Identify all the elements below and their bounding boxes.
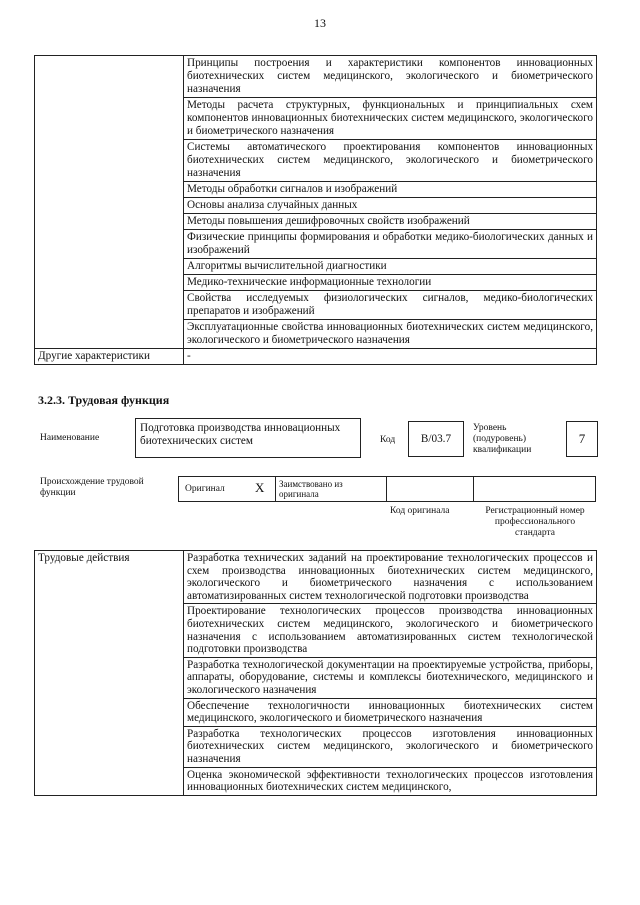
- labor-action-item: Оценка экономической эффективности технологических процессов изготовления инновационных биотехнических систем медицинского,: [184, 767, 597, 795]
- code-value: B/03.7: [420, 433, 452, 445]
- reg-number-cell: [474, 477, 595, 501]
- other-characteristics-label: Другие характеристики: [35, 349, 184, 365]
- table-row: [35, 349, 597, 365]
- code-box: [408, 421, 464, 457]
- page-number: 13: [314, 16, 326, 30]
- knowledge-item: Методы обработки сигналов и изображений: [184, 182, 597, 198]
- labor-actions-label: Трудовые действия: [35, 551, 184, 796]
- level-label: Уровень (подуровень) квалификации: [473, 423, 532, 455]
- labor-action-item: Разработка технологических процессов изготовления инновационных биотехнических систем медицинского, экологического и биометрического назначения: [184, 726, 597, 767]
- code-original-label: Код оригинала: [390, 506, 450, 516]
- level-value: 7: [578, 431, 586, 446]
- origin-label: Происхождение трудовой функции: [40, 477, 144, 498]
- knowledge-item: Физические принципы формирования и обработки медико-биологических данных и изображений: [184, 230, 597, 259]
- code-label: Код: [380, 435, 396, 445]
- knowledge-item: Алгоритмы вычислительной диагностики: [184, 259, 597, 275]
- table-row: [35, 56, 597, 98]
- knowledge-table: [34, 55, 597, 365]
- original-cell: [179, 477, 276, 501]
- name-label: Наименование: [40, 433, 100, 443]
- knowledge-item: Принципы построения и характеристики компонентов инновационных биотехнических систем медицинского, экологического и биометрического назначения: [184, 56, 597, 98]
- original-label: Оригинал: [185, 484, 225, 494]
- labor-actions-table: [34, 550, 597, 796]
- function-name: Подготовка производства инновационных биотехнических систем: [140, 422, 341, 447]
- reg-number-label: Регистрационный номер профессионального стандарта: [485, 506, 585, 538]
- knowledge-item: Медико-технические информационные технологии: [184, 275, 597, 291]
- knowledge-label-cell: [35, 56, 184, 349]
- labor-action-item: Обеспечение технологичности инновационных биотехнических систем медицинского, экологического и биометрического назначения: [184, 698, 597, 726]
- knowledge-item: Методы повышения дешифровочных свойств изображений: [184, 214, 597, 230]
- labor-action-item: Разработка технических заданий на проектирование технологических процессов и схем производства инновационных биотехнических систем медицинского, экологического и биометрического назначения с использованием автоматизированных систем технологической подготовки производства: [184, 551, 597, 604]
- knowledge-item: Системы автоматического проектирования компонентов инновационных биотехнических систем медицинского, экологического и биометрического назначения: [184, 140, 597, 182]
- function-name-box: [135, 418, 361, 458]
- knowledge-item: Основы анализа случайных данных: [184, 198, 597, 214]
- code-original-cell: [387, 477, 474, 501]
- knowledge-item: Эксплуатационные свойства инновационных биотехнических систем медицинского, экологического и биометрического назначения: [184, 320, 597, 349]
- original-mark: X: [255, 480, 265, 495]
- knowledge-item: Методы расчета структурных, функциональных и принципиальных схем компонентов инновационных биотехнических систем медицинского, экологического и биометрического назначения: [184, 98, 597, 140]
- level-box: [566, 421, 598, 457]
- labor-action-item: Разработка технологической документации на проектируемые устройства, приборы, аппараты, оборудование, системы и комплексы биотехнического, медицинского и экологического назначения: [184, 657, 597, 698]
- borrowed-label: Заимствовано из оригинала: [279, 479, 343, 499]
- origin-table: [178, 476, 596, 502]
- other-characteristics-value: -: [184, 349, 597, 365]
- section-heading: 3.2.3. Трудовая функция: [38, 393, 170, 407]
- labor-action-item: Проектирование технологических процессов производства инновационных биотехнических систем медицинского, экологического и биометрического назначения с использованием автоматизированных систем технологической подготовки производства: [184, 604, 597, 657]
- borrowed-cell: [276, 477, 387, 501]
- table-row: [35, 551, 597, 604]
- knowledge-item: Свойства исследуемых физиологических сигналов, медико-биологических препаратов и изображений: [184, 291, 597, 320]
